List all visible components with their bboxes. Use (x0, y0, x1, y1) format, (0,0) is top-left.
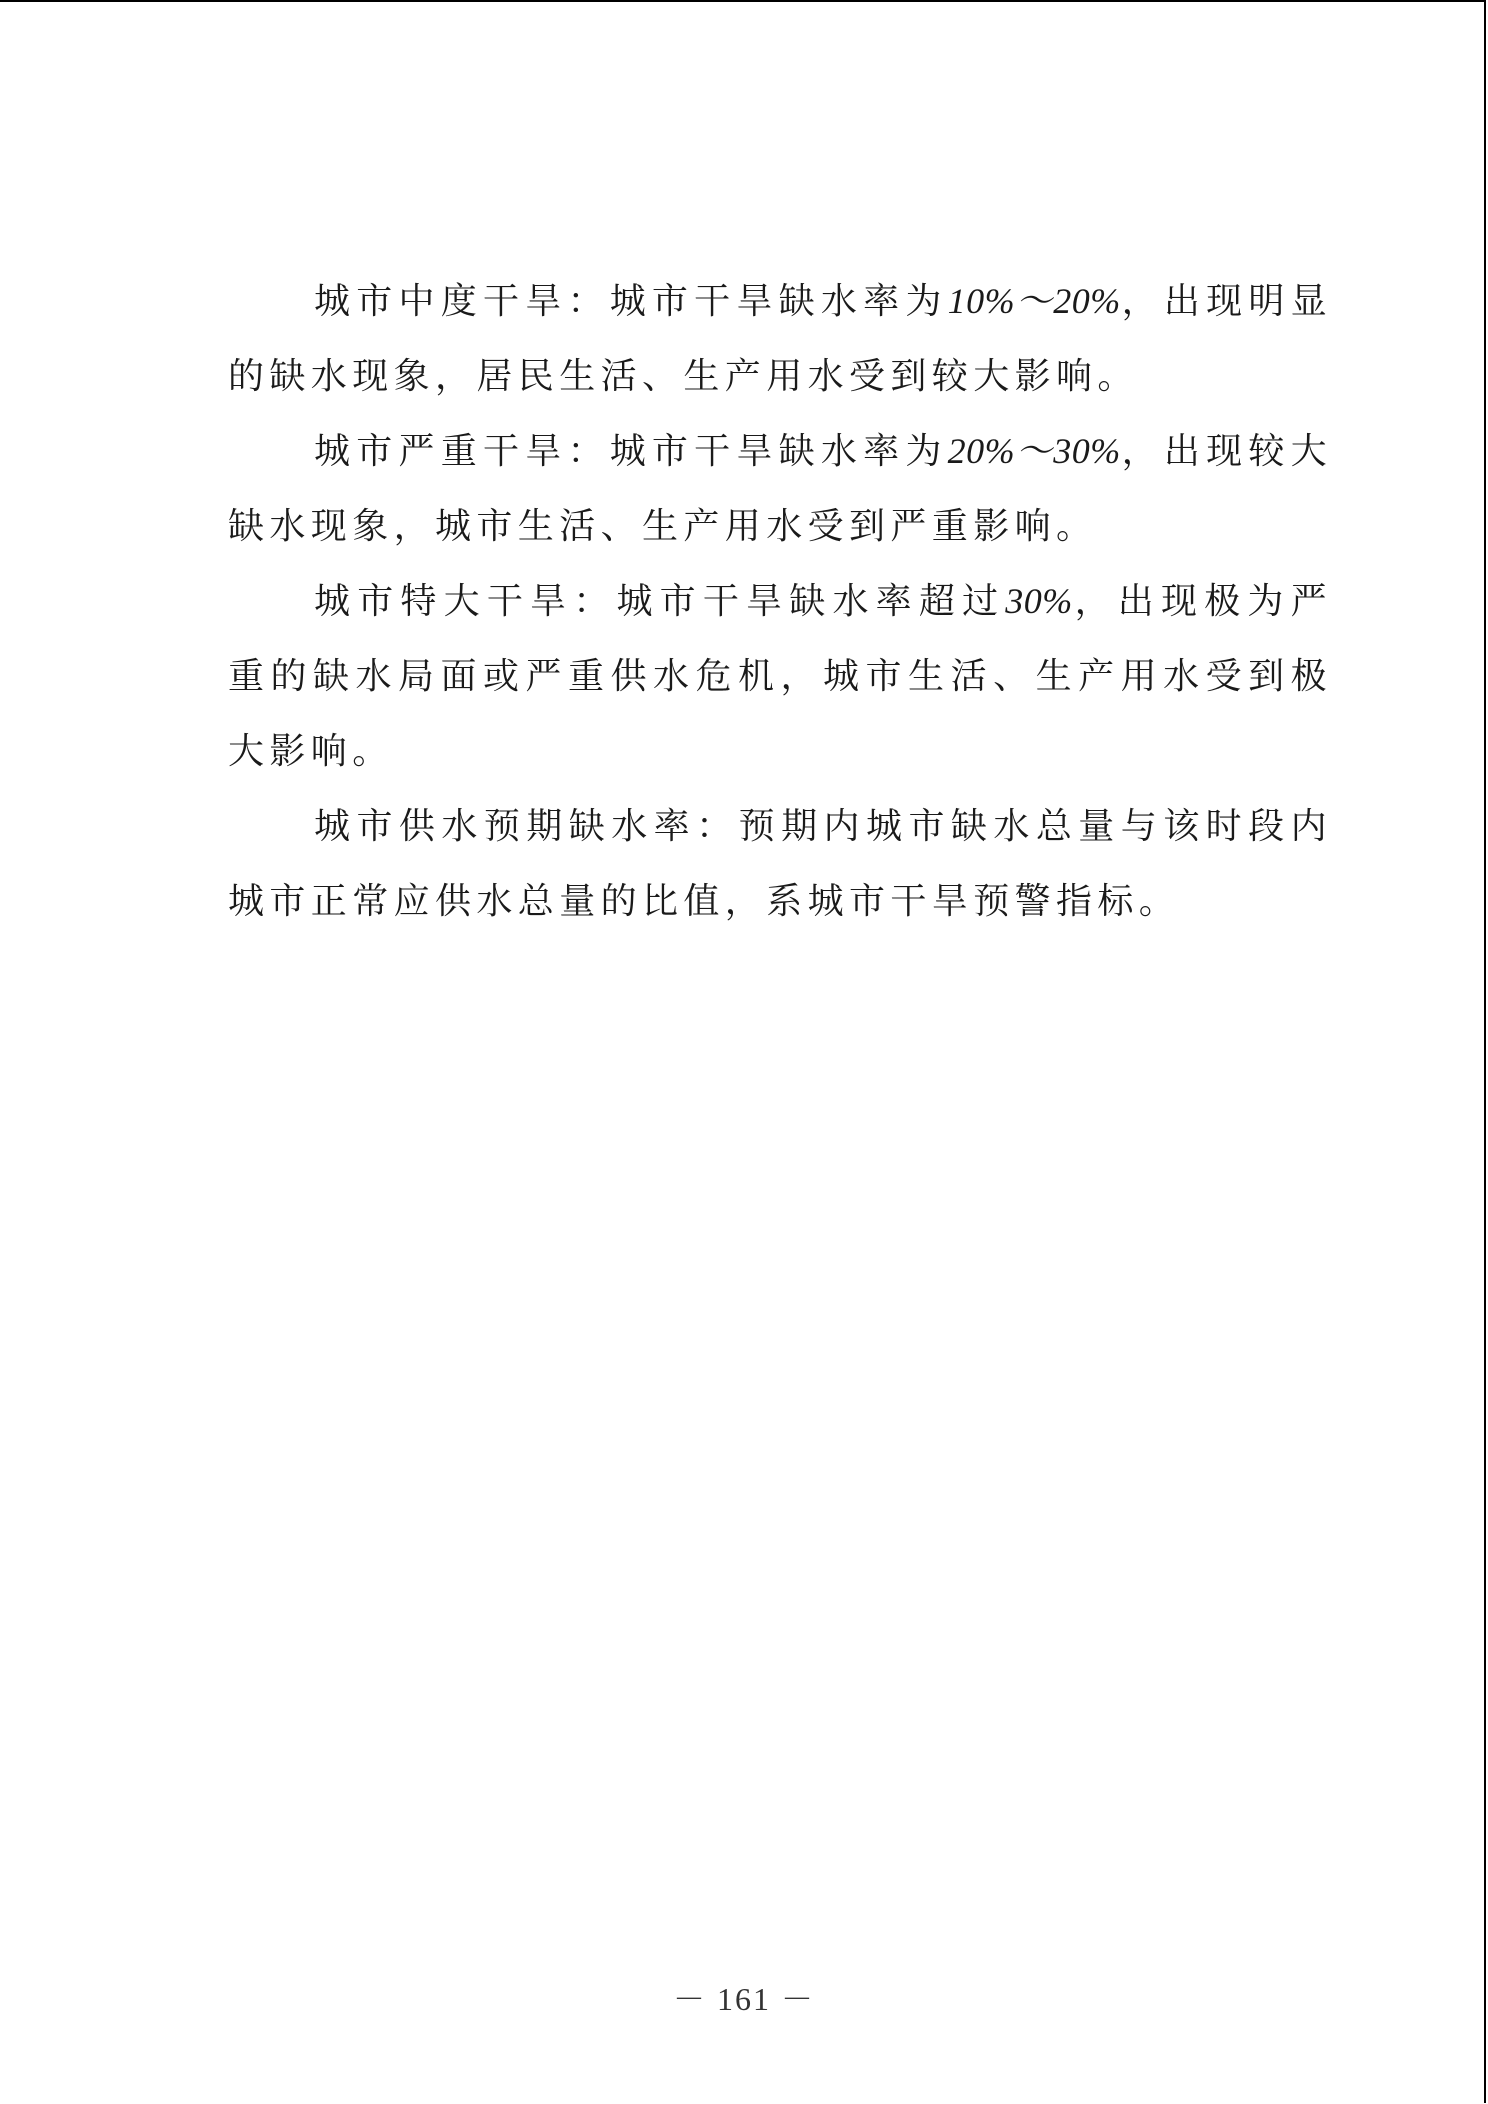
paragraph-expected-shortage-rate (228, 789, 1332, 939)
term-severe-drought: 城市严重干旱： (314, 431, 610, 472)
rate-range: 30% (1005, 581, 1073, 621)
term-expected-shortage-rate: 城市供水预期缺水率： (314, 806, 739, 847)
definition-text: ，出现明显的缺水现象，居民生活、生产用水受到较大影响。 (228, 281, 1332, 397)
definition-text: 城市干旱缺水率为 (609, 431, 948, 472)
paragraph-extreme-drought (228, 564, 1332, 789)
definition-text: 城市干旱缺水率超过 (616, 581, 1006, 622)
term-extreme-drought: 城市特大干旱： (314, 581, 617, 622)
definition-text: 城市干旱缺水率为 (609, 281, 948, 322)
paragraph-moderate-drought (228, 264, 1332, 414)
definition-text: ，出现极为严重的缺水局面或严重供水危机，城市生活、生产用水受到极大影响。 (228, 581, 1333, 772)
rate-range: 10%～20% (947, 281, 1121, 321)
document-body (228, 264, 1332, 939)
term-moderate-drought: 城市中度干旱： (314, 281, 610, 322)
definition-text: ，出现较大缺水现象，城市生活、生产用水受到严重影响。 (228, 431, 1332, 547)
definition-text: 预期内城市缺水总量与该时段内城市正常应供水总量的比值，系城市干旱预警指标。 (228, 806, 1332, 922)
paragraph-severe-drought (228, 414, 1332, 564)
page-number: － 161 － (672, 1981, 815, 2017)
rate-range: 20%～30% (947, 431, 1121, 471)
